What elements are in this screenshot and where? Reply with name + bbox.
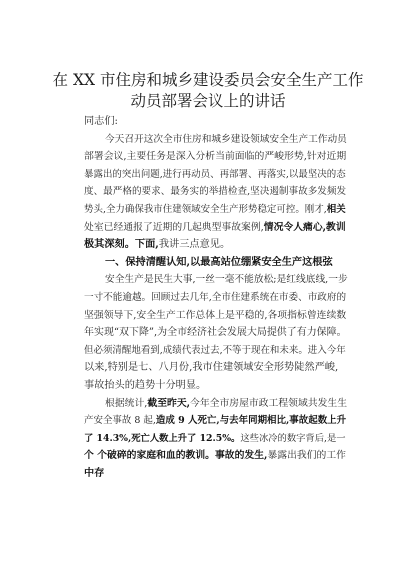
paragraph-3-line — [84, 447, 346, 465]
paragraph-3-text: 产安全事故 8 起, — [84, 415, 156, 427]
paragraph-1-line — [84, 236, 346, 254]
paragraph-1-line — [84, 201, 346, 219]
paragraph-3-line — [84, 412, 346, 430]
title-line-1: 在 XX 市住房和城乡建设委员会安全生产工作 — [52, 71, 364, 89]
paragraph-2-line: 安全生产是民生大事,一丝一毫不能放松;是红线底线,一步 — [105, 274, 348, 286]
paragraph-2-line: 一寸不能逾越。回顾过去几年,全市住建系统在市委、市政府的 — [84, 291, 347, 303]
paragraph-1-bold: 相关 — [326, 203, 346, 215]
paragraph-1-text: 我讲三点意见。 — [158, 239, 231, 251]
paragraph-3-bold: 个 个破碎的家庭和血的教训。 — [84, 450, 215, 462]
paragraph-2-line: 但必须清醒地看到,成绩代表过去,不等于现在和未来。进入今年 — [84, 344, 346, 356]
paragraph-1-bold: 极其深刻。下面, — [84, 238, 159, 251]
paragraph-3-text: 今年全市房屋市政工程领域共发生生 — [190, 397, 348, 409]
paragraph-3-bold: 截至昨天, — [147, 397, 191, 409]
paragraph-3-bold: 事故起数上升 — [289, 415, 347, 427]
paragraph-1 — [84, 131, 346, 254]
paragraph-3-bold: 中存 — [84, 466, 105, 479]
salutation: 同志们: — [84, 116, 118, 127]
paragraph-3-bold: 死亡人数上升了 12.5%。 — [131, 432, 241, 444]
paragraph-1-text: 处室已经通报了近期的几起典型事故案例, — [84, 221, 264, 233]
paragraph-1-line: 部署会议,主要任务是深入分析当前面临的严峻形势,针对近期 — [84, 151, 347, 163]
paragraph-1-line: 今天召开这次全市住房和城乡建设领域安全生产工作动员 — [105, 133, 347, 145]
section-heading-1: 一、保持清醒认知,以最高站位绷紧安全生产这根弦 — [105, 255, 333, 268]
paragraph-3-bold: 与去年同期相比, — [219, 415, 290, 427]
paragraph-3-line — [84, 465, 346, 483]
paragraph-3-text: 根据统计, — [105, 397, 148, 409]
paragraph-2-line: 年实现“双下降”,为全市经济社会发展大局提供了有力保障。 — [84, 327, 347, 339]
document-body — [84, 113, 346, 482]
paragraph-3 — [84, 395, 346, 483]
paragraph-3-bold: 了 14.3%, — [84, 432, 132, 444]
paragraph-3-text: 这些冰冷的数字背后,是一 — [240, 432, 346, 444]
paragraph-3-line — [84, 395, 346, 413]
paragraph-1-line: 暴露出的突出问题,进行再动员、再部署、再落实,以最坚决的态 — [84, 168, 346, 180]
paragraph-3-line — [84, 430, 346, 448]
paragraph-3-text: 暴露出我们的工作 — [267, 450, 346, 462]
paragraph-1-line: 度、最严格的要求、最务实的举措检查,坚决遏制事故多发频发 — [84, 186, 347, 198]
paragraph-3-bold: 造成 9 人死亡, — [155, 415, 220, 427]
paragraph-2-line: 坚强领导下,安全生产工作总体上是平稳的,各项指标曾连续数 — [84, 309, 347, 321]
document-title — [40, 70, 376, 112]
title-line-2: 动员部署会议上的讲话 — [130, 92, 286, 110]
paragraph-2 — [84, 271, 346, 394]
paragraph-3-bold: 事故的发生, — [214, 450, 268, 462]
paragraph-1-bold-end: 教训 — [326, 221, 346, 233]
paragraph-2-line: 以来,特别是七、八月份,我市住建领域安全形势陡然严峻, — [84, 362, 339, 374]
paragraph-2-line: 事故抬头的趋势十分明显。 — [84, 379, 207, 391]
paragraph-1-bold: 情况令人痛心, — [263, 221, 327, 233]
paragraph-1-text: 势头,全力确保我市住建领域安全生产形势稳定可控。刚才, — [84, 203, 327, 215]
paragraph-1-line — [84, 219, 346, 237]
